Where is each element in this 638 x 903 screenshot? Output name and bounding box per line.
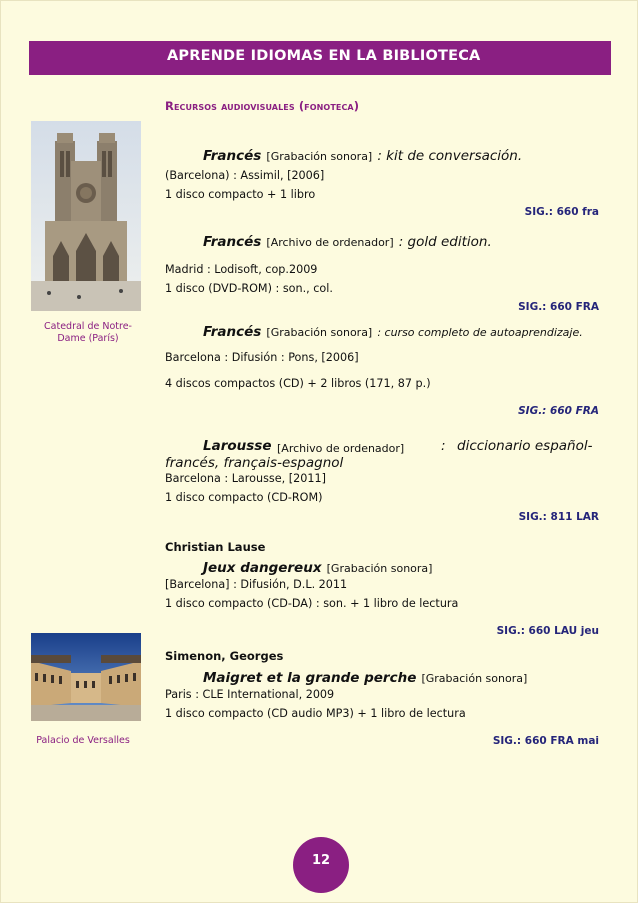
record-publication: Barcelona : Difusión : Pons, [2006] — [165, 351, 359, 364]
record-subtitle: : curso completo de autoaprendizaje. — [377, 326, 583, 339]
record-signature: SIG.: 660 FRA — [518, 301, 599, 313]
record-publication: Madrid : Lodisoft, cop.2009 — [165, 263, 318, 276]
palace-caption-text: Palacio de Versalles — [36, 735, 130, 746]
record-signature: SIG.: 660 fra — [524, 206, 599, 218]
record-publication: Barcelona : Larousse, [2011] — [165, 472, 326, 485]
record-main-title: Francés — [203, 148, 262, 164]
record-main-title: Francés — [203, 234, 262, 250]
record-description: 1 disco compacto (CD audio MP3) + 1 libro de lectura — [165, 707, 466, 720]
record-title — [203, 667, 527, 686]
record-author: Simenon, Georges — [165, 649, 284, 663]
record-subtitle-colon: : — [441, 438, 446, 454]
record-description: 1 disco compacto + 1 libro — [165, 188, 316, 201]
page-number: 12 — [311, 853, 331, 868]
record-description: 1 disco compacto (CD-ROM) — [165, 491, 323, 504]
record-gmd: [Grabación sonora] — [326, 562, 433, 575]
cathedral-caption-text: Catedral de Notre-Dame (París) — [44, 321, 132, 344]
record-main-title: Francés — [203, 324, 262, 340]
record-main-title: Larousse — [203, 438, 272, 454]
record-title — [203, 321, 583, 340]
record-subtitle: : gold edition. — [398, 234, 492, 250]
record-main-title: Jeux dangereux — [203, 560, 322, 576]
record-gmd: [Grabación sonora] — [266, 150, 373, 163]
record-title — [203, 557, 432, 576]
palace-caption — [31, 735, 135, 747]
record-subtitle-line — [441, 435, 446, 454]
page-header-title: APRENDE IDIOMAS EN LA BIBLIOTECA — [167, 48, 481, 64]
record-signature: SIG.: 660 FRA mai — [492, 735, 599, 747]
record-signature: SIG.: 660 LAU jeu — [496, 625, 599, 637]
section-title: Recursos audiovisuales (fonoteca) — [165, 99, 360, 113]
record-gmd: [Archivo de ordenador] — [266, 236, 394, 249]
record-description: 4 discos compactos (CD) + 2 libros (171, 87 p.) — [165, 377, 431, 390]
record-subtitle: diccionario español- — [457, 438, 593, 454]
record-gmd: [Grabación sonora] — [421, 672, 528, 685]
record-subtitle-continued: francés, français-espagnol — [165, 455, 344, 471]
record-publication: [Barcelona] : Difusión, D.L. 2011 — [165, 578, 348, 591]
record-publication: (Barcelona) : Assimil, [2006] — [165, 169, 325, 182]
cathedral-photo — [31, 121, 141, 311]
record-subtitle-cont — [165, 452, 343, 471]
record-signature: SIG.: 660 FRA — [518, 405, 599, 417]
palace-photo — [31, 633, 141, 721]
record-publication: Paris : CLE International, 2009 — [165, 688, 335, 701]
record-subtitle: : kit de conversación. — [377, 148, 523, 164]
record-subtitle-line — [457, 435, 592, 454]
record-title — [203, 145, 522, 164]
record-description: 1 disco compacto (CD-DA) : son. + 1 libro de lectura — [165, 597, 459, 610]
record-title — [203, 231, 492, 250]
cathedral-caption — [33, 321, 143, 345]
record-description: 1 disco (DVD-ROM) : son., col. — [165, 282, 333, 295]
record-gmd: [Archivo de ordenador] — [277, 442, 405, 455]
record-main-title: Maigret et la grande perche — [203, 670, 417, 686]
record-author: Christian Lause — [165, 540, 266, 554]
record-gmd: [Grabación sonora] — [266, 326, 373, 339]
record-signature: SIG.: 811 LAR — [518, 511, 599, 523]
